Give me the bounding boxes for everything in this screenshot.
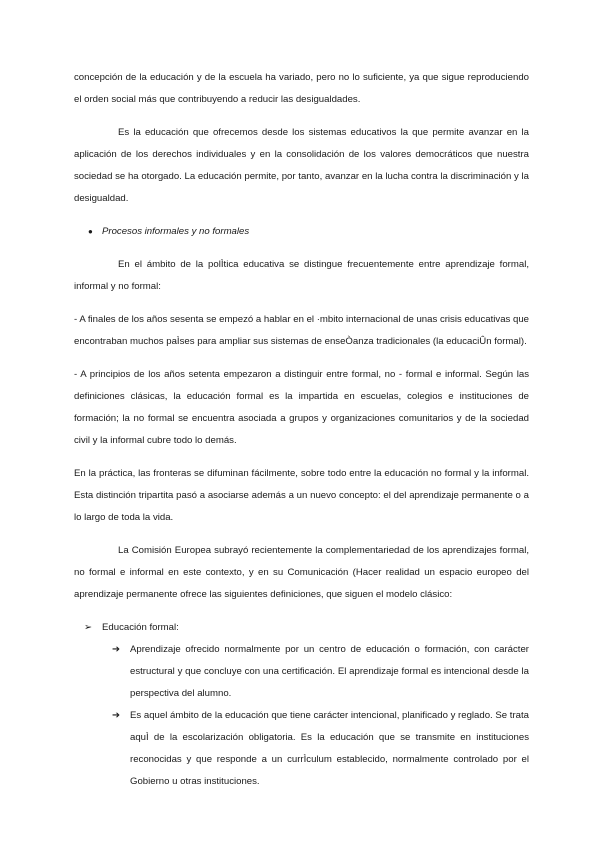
paragraph-continuation: concepción de la educación y de la escuela ha variado, pero no lo suficiente, ya que sigue reproduciendo el orden social más que contribuyendo a reducir las desigualdades.	[74, 72, 529, 105]
arrow-right-icon: ➔	[112, 710, 121, 721]
paragraph-policy: En el ámbito de la polÌtica educativa se distingue frecuentemente entre aprendizaje formal, informal y no formal:	[74, 259, 529, 292]
paragraph-practice: En la práctica, las fronteras se difuminan fácilmente, sobre todo entre la educación no formal y la informal. Esta distinción tripartita pasó a asociarse además a un nuevo concepto: el del aprendizaje permanente o a lo largo de toda la vida.	[74, 468, 529, 523]
list-heading-text: Educación formal:	[102, 622, 179, 633]
list-item	[74, 705, 529, 793]
bullet-heading	[74, 221, 529, 243]
list-item-text: Es aquel ámbito de la educación que tiene carácter intencional, planificado y reglado. Se trata aquÌ de la escolarización obligatoria. Es la educación que se transmite en instituciones reconocidas y que responde a un currÌculum establecido, normalmente controlado por el Gobierno u otras instituciones.	[130, 710, 529, 787]
list-item-text: Aprendizaje ofrecido normalmente por un centro de educación o formación, con carácter estructural y que concluye con una certificación. El aprendizaje formal es intencional desde la perspectiva del alumno.	[130, 644, 529, 699]
paragraph-sixties: - A finales de los años sesenta se empezó a hablar en el ·mbito internacional de unas crisis educativas que encontraban muchos paÌses para ampliar sus sistemas de enseÒanza tradicionales (la educaciÛn formal).	[74, 314, 529, 347]
bullet-dot-icon: ●	[88, 227, 93, 236]
document-page	[74, 67, 529, 793]
arrowhead-icon: ➢	[84, 622, 93, 633]
list-item	[74, 639, 529, 705]
paragraph-european-commission: La Comisión Europea subrayó recientemente la complementariedad de los aprendizajes formal, no formal e informal en este contexto, y en su Comunicación (Hacer realidad un espacio europeo del aprendizaje permanente ofrece las siguientes definiciones, que siguen el modelo clásico:	[74, 545, 529, 600]
bullet-heading-text: Procesos informales y no formales	[102, 226, 250, 237]
paragraph-seventies: - A principios de los años setenta empezaron a distinguir entre formal, no - formal e informal. Según las definiciones clásicas, la educación formal es la impartida en escuelas, colegios e instituciones de formación; la no formal se encuentra asociada a grupos y organizaciones comunitarios y de la sociedad civil y la informal cubre todo lo demás.	[74, 369, 529, 446]
arrow-right-icon: ➔	[112, 644, 121, 655]
list-heading	[74, 617, 529, 639]
paragraph-education-systems: Es la educación que ofrecemos desde los sistemas educativos la que permite avanzar en la aplicación de los derechos individuales y en la consolidación de los valores democráticos que nuestra sociedad se ha otorgado. La educación permite, por tanto, avanzar en la lucha contra la discriminación y la desigualdad.	[74, 127, 529, 204]
